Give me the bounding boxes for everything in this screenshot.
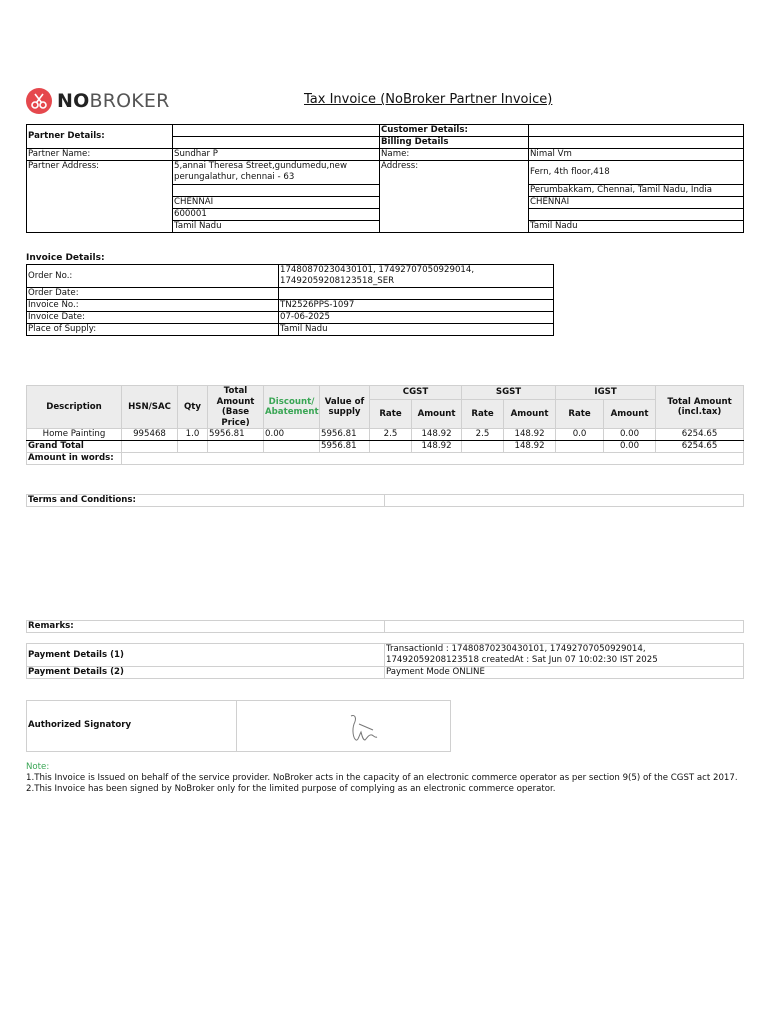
item-sgst-rate: 2.5 <box>462 429 504 441</box>
order-date-value <box>279 288 554 300</box>
partner-name-label: Partner Name: <box>27 149 173 161</box>
order-no-label: Order No.: <box>27 265 279 288</box>
customer-address-line2: Perumbakkam, Chennai, Tamil Nadu, India <box>529 185 744 197</box>
customer-address-label: Address: <box>380 161 529 233</box>
notes-section <box>26 762 743 795</box>
payment-details-1-line2: 17492059208123518 createdAt : Sat Jun 07 10:02:30 IST 2025 <box>386 655 658 665</box>
partner-city-value: CHENNAI <box>173 197 380 209</box>
igst-amount-header: Amount <box>604 400 656 429</box>
item-value-of-supply: 5956.81 <box>320 429 370 441</box>
partner-state-value: Tamil Nadu <box>173 221 380 233</box>
invoice-details-table <box>26 264 554 336</box>
customer-name-label: Name: <box>380 149 529 161</box>
payment-details-1-label: Payment Details (1) <box>27 644 385 667</box>
grand-total-label: Grand Total <box>27 441 122 453</box>
partner-name-value: Sundhar P <box>173 149 380 161</box>
remarks-table <box>26 620 744 633</box>
hsn-header: HSN/SAC <box>122 386 178 429</box>
partner-customer-table <box>26 124 744 233</box>
item-qty: 1.0 <box>178 429 208 441</box>
authorized-signatory-label: Authorized Signatory <box>28 720 132 730</box>
invoice-no-value: TN2526PPS-1097 <box>279 300 554 312</box>
page-title: Tax Invoice (NoBroker Partner Invoice) <box>304 92 553 107</box>
nobroker-logo <box>26 86 170 116</box>
qty-header: Qty <box>178 386 208 429</box>
payment-details-2-value: Payment Mode ONLINE <box>385 667 744 679</box>
partner-address-value <box>173 161 380 185</box>
cgst-rate-header: Rate <box>370 400 412 429</box>
item-igst-rate: 0.0 <box>556 429 604 441</box>
partner-pincode-value: 600001 <box>173 209 380 221</box>
item-total: 6254.65 <box>656 429 744 441</box>
grand-total-cgst: 148.92 <box>412 441 462 453</box>
grand-total-igst: 0.00 <box>604 441 656 453</box>
terms-label: Terms and Conditions: <box>27 495 385 507</box>
igst-rate-header: Rate <box>556 400 604 429</box>
items-table <box>26 385 744 465</box>
cgst-header: CGST <box>370 386 462 400</box>
grand-total-sgst: 148.92 <box>504 441 556 453</box>
invoice-date-label: Invoice Date: <box>27 312 279 324</box>
value-of-supply-header: Value of supply <box>320 386 370 429</box>
igst-header: IGST <box>556 386 656 400</box>
customer-name-value: Nimal Vm <box>529 149 744 161</box>
signature-icon <box>347 710 387 746</box>
place-of-supply-value: Tamil Nadu <box>279 324 554 336</box>
logo-wordmark: NOBROKER <box>57 90 170 112</box>
sgst-header: SGST <box>462 386 556 400</box>
note-line-2: 2.This Invoice has been signed by NoBroker only for the limited purpose of complying as an electronic commerce operator. <box>26 784 556 794</box>
customer-details-label: Customer Details: <box>380 125 529 137</box>
grand-total-value: 5956.81 <box>320 441 370 453</box>
item-discount: 0.00 <box>264 429 320 441</box>
order-no-line1: 17480870230430101, 17492707050929014, <box>280 265 475 275</box>
logo-scissors-icon <box>26 88 52 114</box>
item-hsn: 995468 <box>122 429 178 441</box>
order-no-value <box>279 265 554 288</box>
partner-address-line1: 5,annai Theresa Street,gundumedu,new <box>174 161 347 171</box>
signatory-divider <box>236 701 237 751</box>
amount-in-words-row <box>27 453 744 465</box>
order-date-label: Order Date: <box>27 288 279 300</box>
table-row <box>27 429 744 441</box>
payment-table <box>26 643 744 679</box>
item-base-amount: 5956.81 <box>208 429 264 441</box>
customer-address-line1: Fern, 4th floor,418 <box>529 161 744 185</box>
billing-details-label: Billing Details <box>380 137 529 149</box>
note-line-1: 1.This Invoice is Issued on behalf of the service provider. NoBroker acts in the capacity of an electronic commerce operator as per section 9(5) of the CGST act 2017. <box>26 773 738 783</box>
partner-address-line2: perungalathur, chennai - 63 <box>174 172 295 182</box>
note-heading: Note: <box>26 762 50 772</box>
item-cgst-rate: 2.5 <box>370 429 412 441</box>
base-amount-header: Total Amount (Base Price) <box>208 386 264 429</box>
description-header: Description <box>27 386 122 429</box>
sgst-amount-header: Amount <box>504 400 556 429</box>
grand-total-incl-tax: 6254.65 <box>656 441 744 453</box>
item-cgst-amount: 148.92 <box>412 429 462 441</box>
terms-table <box>26 494 744 507</box>
order-no-line2: 17492059208123518_SER <box>280 276 395 286</box>
item-igst-amount: 0.00 <box>604 429 656 441</box>
sgst-rate-header: Rate <box>462 400 504 429</box>
discount-header: Discount/ Abatement <box>264 386 320 429</box>
cgst-amount-header: Amount <box>412 400 462 429</box>
invoice-no-label: Invoice No.: <box>27 300 279 312</box>
amount-in-words-label: Amount in words: <box>27 453 122 465</box>
grand-total-row <box>27 441 744 453</box>
invoice-date-value: 07-06-2025 <box>279 312 554 324</box>
total-incl-tax-header: Total Amount (incl.tax) <box>656 386 744 429</box>
partner-details-label: Partner Details: <box>27 125 173 149</box>
payment-details-1-line1: TransactionId : 17480870230430101, 17492707050929014, <box>386 644 646 654</box>
authorized-signatory-box <box>26 700 451 752</box>
remarks-label: Remarks: <box>27 621 385 633</box>
payment-details-2-label: Payment Details (2) <box>27 667 385 679</box>
customer-city-value: CHENNAI <box>529 197 744 209</box>
place-of-supply-label: Place of Supply: <box>27 324 279 336</box>
item-sgst-amount: 148.92 <box>504 429 556 441</box>
payment-details-1-value <box>385 644 744 667</box>
partner-address-label: Partner Address: <box>27 161 173 233</box>
item-description: Home Painting <box>27 429 122 441</box>
invoice-details-heading: Invoice Details: <box>26 253 105 263</box>
customer-state-value: Tamil Nadu <box>529 221 744 233</box>
